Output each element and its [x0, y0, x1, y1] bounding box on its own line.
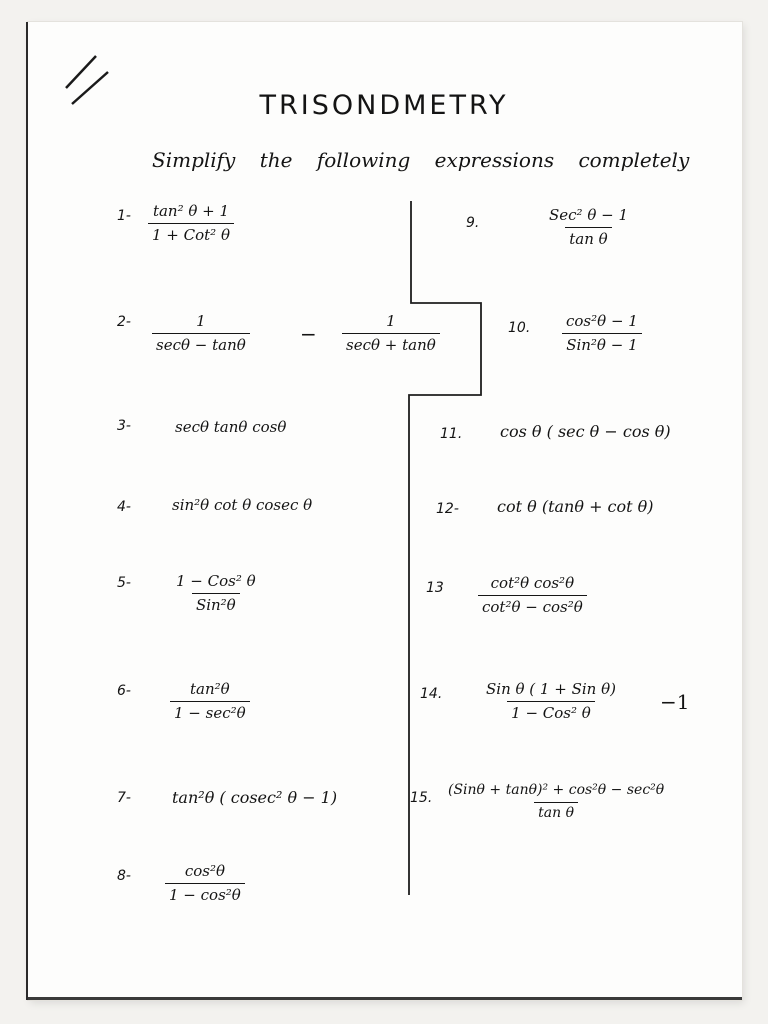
problem-1-number: 1-: [117, 208, 131, 224]
problem-13-fraction: [478, 574, 587, 617]
problem-5-numerator: 1 − Cos² θ: [176, 572, 256, 590]
problem-10-numerator: cos²θ − 1: [566, 312, 638, 330]
problem-2-fraction-a: [152, 312, 250, 355]
problem-8-fraction: [165, 862, 245, 905]
problem-7-expression: tan²θ ( cosec² θ − 1): [172, 788, 338, 807]
problem-10-denominator: Sin²θ − 1: [562, 333, 641, 355]
problem-1-numerator: tan² θ + 1: [152, 202, 230, 220]
problem-14-numerator: Sin θ ( 1 + Sin θ): [486, 680, 616, 698]
problem-15-fraction: [444, 782, 668, 822]
problem-14-suffix: −1: [660, 690, 690, 714]
problem-9-denominator: tan θ: [565, 227, 611, 249]
problem-11-expression: cos θ ( sec θ − cos θ): [500, 422, 671, 441]
problem-14-fraction: [482, 680, 620, 723]
problem-14-denominator: 1 − Cos² θ: [507, 701, 595, 723]
problem-15-denominator: tan θ: [534, 802, 578, 823]
problem-6-numerator: tan²θ: [189, 680, 230, 698]
problem-14-number: 14.: [420, 686, 443, 702]
problem-11-number: 11.: [440, 426, 463, 442]
paper-edge-bottom: [28, 997, 742, 1000]
problem-15-number: 15.: [410, 790, 433, 806]
problem-8-number: 8-: [117, 868, 131, 884]
problem-5-number: 5-: [117, 575, 131, 591]
problem-10-fraction: [562, 312, 642, 355]
problem-4-number: 4-: [117, 499, 131, 515]
problem-12-number: 12-: [436, 501, 459, 517]
problem-3-expression: secθ tanθ cosθ: [175, 418, 287, 436]
problem-6-fraction: [170, 680, 250, 723]
problem-13-numerator: cot²θ cos²θ: [490, 574, 575, 592]
problem-2a-numerator: 1: [196, 312, 206, 330]
paper-edge-left: [26, 22, 28, 1000]
problem-13-denominator: cot²θ − cos²θ: [478, 595, 587, 617]
problem-1-denominator: 1 + Cot² θ: [148, 223, 234, 245]
problem-5-fraction: [172, 572, 260, 615]
instructions: Simplify the following expressions completely: [152, 148, 690, 172]
problem-13-number: 13: [426, 580, 444, 596]
problem-6-number: 6-: [117, 683, 131, 699]
problem-9-fraction: [545, 206, 632, 249]
problem-2a-denominator: secθ − tanθ: [152, 333, 250, 355]
problem-12-expression: cot θ (tanθ + cot θ): [497, 497, 654, 516]
page-title: TRISONDMETRY: [259, 90, 509, 121]
problem-9-number: 9.: [466, 215, 480, 231]
problem-2b-denominator: secθ + tanθ: [342, 333, 440, 355]
problem-1-fraction: [148, 202, 234, 245]
problem-2-number: 2-: [117, 314, 131, 330]
problem-8-numerator: cos²θ: [184, 862, 225, 880]
problem-9-numerator: Sec² θ − 1: [549, 206, 629, 224]
problem-3-number: 3-: [117, 418, 131, 434]
problem-4-expression: sin²θ cot θ cosec θ: [172, 496, 313, 514]
problem-7-number: 7-: [117, 790, 131, 806]
problem-6-denominator: 1 − sec²θ: [170, 701, 250, 723]
problem-8-denominator: 1 − cos²θ: [165, 883, 245, 905]
problem-2-operator: −: [300, 322, 317, 346]
problem-15-numerator: (Sinθ + tanθ)² + cos²θ − sec²θ: [448, 782, 665, 798]
problem-2-fraction-b: [342, 312, 440, 355]
problem-5-denominator: Sin²θ: [192, 593, 240, 615]
problem-2b-numerator: 1: [386, 312, 396, 330]
problem-10-number: 10.: [508, 320, 531, 336]
